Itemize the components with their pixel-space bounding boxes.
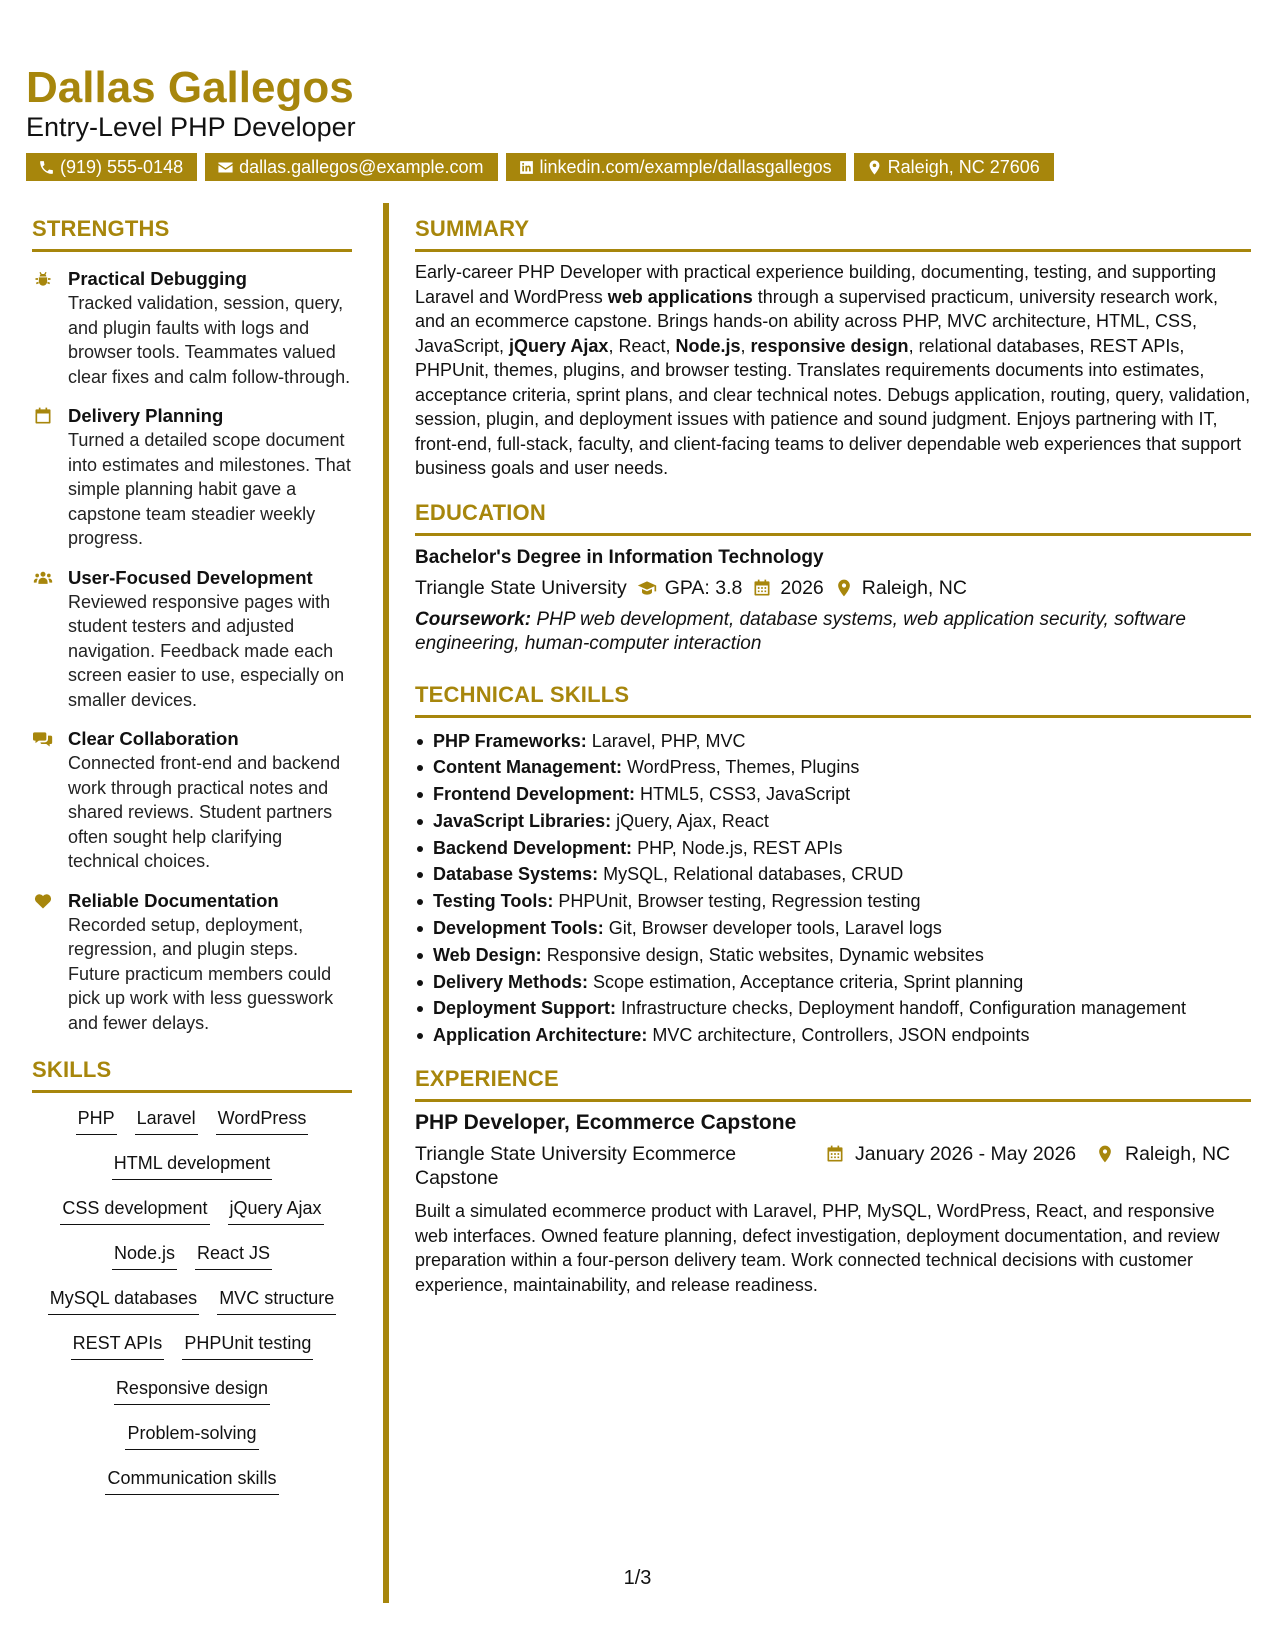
strength-title: Practical Debugging <box>68 268 247 289</box>
page-number: 1/3 <box>623 1567 652 1589</box>
skill-tag: CSS development <box>60 1195 209 1225</box>
skill-row <box>32 1195 352 1225</box>
technical-skills-rule <box>415 715 1251 718</box>
skill-row <box>32 1420 352 1450</box>
skill-tag: React JS <box>195 1240 272 1270</box>
skill-tag: Laravel <box>135 1105 198 1135</box>
technical-skill-label: Database Systems: <box>433 864 599 885</box>
technical-skill-item <box>415 754 1251 781</box>
skill-tag: MVC structure <box>217 1285 336 1315</box>
technical-skill-item <box>415 1022 1251 1049</box>
skill-tag: Communication skills <box>105 1465 278 1495</box>
candidate-name: Dallas Gallegos <box>26 63 354 112</box>
linkedin-icon <box>518 159 535 176</box>
phone-icon <box>38 159 55 176</box>
technical-skill-value: WordPress, Themes, Plugins <box>622 757 860 778</box>
education-location: Raleigh, NC <box>861 576 967 599</box>
technical-skill-value: Laravel, PHP, MVC <box>586 730 746 751</box>
technical-skill-label: Application Architecture: <box>433 1025 648 1046</box>
education-coursework <box>415 608 1251 657</box>
job-description: Built a simulated ecommerce product with Laravel, PHP, MySQL, WordPress, React, and responsive web interfaces. Owned feature planning, defect investigation, deployment documentation, and review preparation within a four-person delivery team. Work connected technical decisions with customer experience, maintainability, and release readiness. <box>415 1201 1220 1295</box>
technical-skill-value: MVC architecture, Controllers, JSON endpoints <box>647 1025 1030 1046</box>
technical-skill-label: JavaScript Libraries: <box>433 810 612 831</box>
technical-skill-label: Frontend Development: <box>433 784 636 805</box>
skill-row <box>32 1330 352 1360</box>
strength-desc: Recorded setup, deployment, regression, and plugin steps. Future practicum members could pick up work with less guesswork and fewer delays. <box>68 914 334 1033</box>
technical-skill-label: Deployment Support: <box>433 998 616 1019</box>
technical-skill-label: Delivery Methods: <box>433 971 589 992</box>
technical-skill-item <box>415 995 1251 1022</box>
experience-heading: EXPERIENCE <box>415 1066 559 1092</box>
job-dates <box>825 1142 1095 1190</box>
strength-desc: Reviewed responsive pages with student testers and adjusted navigation. Feedback made each screen easier to use, especially on smaller devices. <box>68 591 345 710</box>
summary-keyword: jQuery Ajax <box>509 335 609 356</box>
map-pin-icon <box>1095 1144 1115 1164</box>
strength-item <box>32 404 352 551</box>
skill-row <box>32 1105 352 1135</box>
bug-icon <box>32 269 54 289</box>
users-icon <box>32 568 54 588</box>
education-degree: Bachelor's Degree in Information Technology <box>415 546 824 568</box>
strength-title: User-Focused Development <box>68 566 313 588</box>
summary-segment: through a supervised practicum, university research work, and an ecommerce capstone. Brings hands-on ability across PHP, MVC architecture, HTML, CSS, JavaScript, <box>415 286 1218 356</box>
coursework-label: Coursework: <box>415 608 532 630</box>
skill-row <box>32 1285 352 1315</box>
skill-tag: Problem-solving <box>125 1420 258 1450</box>
calendar-icon <box>752 578 772 598</box>
skill-tag: HTML development <box>112 1150 272 1180</box>
technical-skill-value: PHPUnit, Browser testing, Regression testing <box>553 891 921 912</box>
coursework-list: PHP web development, database systems, web application security, software engineering, human-computer interaction <box>415 608 1186 654</box>
experience-rule <box>415 1099 1251 1102</box>
strength-title: Clear Collaboration <box>68 728 239 749</box>
job-location <box>1095 1142 1251 1190</box>
contact-phone-text: (919) 555-0148 <box>60 157 184 177</box>
education-heading: EDUCATION <box>415 499 546 525</box>
technical-skill-item <box>415 915 1251 942</box>
comments-icon <box>32 729 54 749</box>
education-meta <box>415 577 1251 600</box>
graduation-cap-icon <box>637 578 657 598</box>
column-divider <box>383 203 389 1603</box>
job-dates-text: January 2026 - May 2026 <box>855 1143 1077 1166</box>
heart-icon <box>32 891 54 911</box>
contact-linkedin[interactable] <box>506 153 846 181</box>
calendar-icon <box>32 406 54 426</box>
technical-skill-value: Infrastructure checks, Deployment handoff, Configuration management <box>616 998 1186 1019</box>
technical-skill-label: Content Management: <box>433 757 622 778</box>
contact-location-text: Raleigh, NC 27606 <box>887 157 1040 177</box>
skill-tag: WordPress <box>216 1105 309 1135</box>
summary-segment: , React, <box>608 335 676 356</box>
summary-segment: Early-career PHP Developer with practical experience building, documenting, testing, and supporting Laravel and WordPress <box>415 262 1217 307</box>
technical-skill-label: Backend Development: <box>433 837 633 858</box>
skill-row <box>32 1150 352 1180</box>
skill-tag: PHPUnit testing <box>182 1330 313 1360</box>
envelope-icon <box>217 159 234 176</box>
skill-tag: Responsive design <box>114 1375 270 1405</box>
technical-skill-label: Development Tools: <box>433 918 604 939</box>
contact-bar <box>26 153 1054 181</box>
technical-skill-item <box>415 781 1251 808</box>
summary-rule <box>415 249 1251 252</box>
technical-skill-item <box>415 942 1251 969</box>
summary-heading: SUMMARY <box>415 216 530 241</box>
technical-skill-label: PHP Frameworks: <box>433 730 587 751</box>
right-column <box>415 216 1251 1297</box>
strength-desc: Turned a detailed scope document into estimates and milestones. That simple planning habit gave a capstone team steadier weekly progress. <box>68 430 351 548</box>
contact-email-text: dallas.gallegos@example.com <box>239 157 484 177</box>
skills-rule <box>32 1090 352 1093</box>
technical-skill-value: Responsive design, Static websites, Dynamic websites <box>541 944 984 965</box>
technical-skill-value: MySQL, Relational databases, CRUD <box>598 864 904 885</box>
education-gpa: GPA: 3.8 <box>664 576 743 599</box>
contact-phone[interactable] <box>26 153 197 181</box>
summary-text <box>415 260 1251 481</box>
summary-segment: , <box>740 335 751 356</box>
job-location-text: Raleigh, NC <box>1125 1143 1231 1166</box>
technical-skill-value: Scope estimation, Acceptance criteria, Sprint planning <box>588 971 1024 992</box>
skill-tag: PHP <box>76 1105 117 1135</box>
technical-skill-item <box>415 888 1251 915</box>
education-school: Triangle State University <box>415 576 627 599</box>
technical-skill-value: Git, Browser developer tools, Laravel logs <box>603 918 942 939</box>
technical-skill-label: Testing Tools: <box>433 891 554 912</box>
skill-row <box>32 1465 352 1495</box>
skill-tag: REST APIs <box>71 1330 165 1360</box>
skill-row <box>32 1240 352 1270</box>
technical-skill-item <box>415 861 1251 888</box>
strengths-heading: STRENGTHS <box>32 216 170 241</box>
strength-item <box>32 889 352 1036</box>
technical-skill-item <box>415 969 1251 996</box>
technical-skills-heading: TECHNICAL SKILLS <box>415 681 630 707</box>
left-column <box>32 216 352 1510</box>
strength-title: Delivery Planning <box>68 405 224 426</box>
skills-heading: SKILLS <box>32 1057 112 1082</box>
contact-linkedin-text: linkedin.com/example/dallasgallegos <box>539 157 832 177</box>
skills-cloud <box>32 1105 352 1495</box>
summary-keyword: responsive design <box>750 335 909 356</box>
strength-desc: Tracked validation, session, query, and plugin faults with logs and browser tools. Teammates valued clear fixes and calm follow-through. <box>68 293 351 387</box>
job-meta <box>415 1142 1251 1190</box>
strength-desc: Connected front-end and backend work through practical notes and shared reviews. Student partners often sought help clarifying technical choices. <box>68 753 341 871</box>
skill-row <box>32 1375 352 1405</box>
map-pin-icon <box>834 578 854 598</box>
calendar-icon <box>825 1144 845 1164</box>
education-year: 2026 <box>780 576 824 599</box>
summary-keyword: web applications <box>607 286 753 307</box>
technical-skills-list <box>415 728 1251 1050</box>
map-pin-icon <box>866 159 883 176</box>
candidate-role: Entry-Level PHP Developer <box>26 112 356 142</box>
job-company: Triangle State University Ecommerce Capstone <box>415 1143 737 1190</box>
strength-item <box>32 267 352 389</box>
technical-skill-value: PHP, Node.js, REST APIs <box>632 837 843 858</box>
strengths-rule <box>32 249 352 252</box>
skill-tag: jQuery Ajax <box>228 1195 324 1225</box>
skill-tag: Node.js <box>112 1240 177 1270</box>
contact-email[interactable] <box>205 153 497 181</box>
strength-item <box>32 727 352 874</box>
technical-skill-value: HTML5, CSS3, JavaScript <box>635 784 851 805</box>
strength-item <box>32 566 352 713</box>
technical-skill-item <box>415 808 1251 835</box>
summary-keyword: Node.js <box>675 335 741 356</box>
technical-skill-item <box>415 835 1251 862</box>
education-rule <box>415 533 1251 536</box>
contact-location <box>854 153 1054 181</box>
skill-tag: MySQL databases <box>48 1285 199 1315</box>
technical-skill-value: jQuery, Ajax, React <box>611 810 769 831</box>
technical-skill-item <box>415 728 1251 755</box>
strength-title: Reliable Documentation <box>68 889 279 911</box>
technical-skill-label: Web Design: <box>433 944 542 965</box>
summary-segment: , relational databases, REST APIs, PHPUnit, themes, plugins, and browser testing. Translates requirements documents into estimates, acceptance criteria, sprint plans, and clear technical notes. Debugs application, routing, query, validation, session, plugin, and deployment issues with patience and sound judgment. Enjoys partnering with IT, front-end, full-stack, faculty, and client-facing teams to deliver dependable web experiences that support business goals and user needs. <box>415 335 1251 478</box>
job-title: PHP Developer, Ecommerce Capstone <box>415 1111 797 1135</box>
